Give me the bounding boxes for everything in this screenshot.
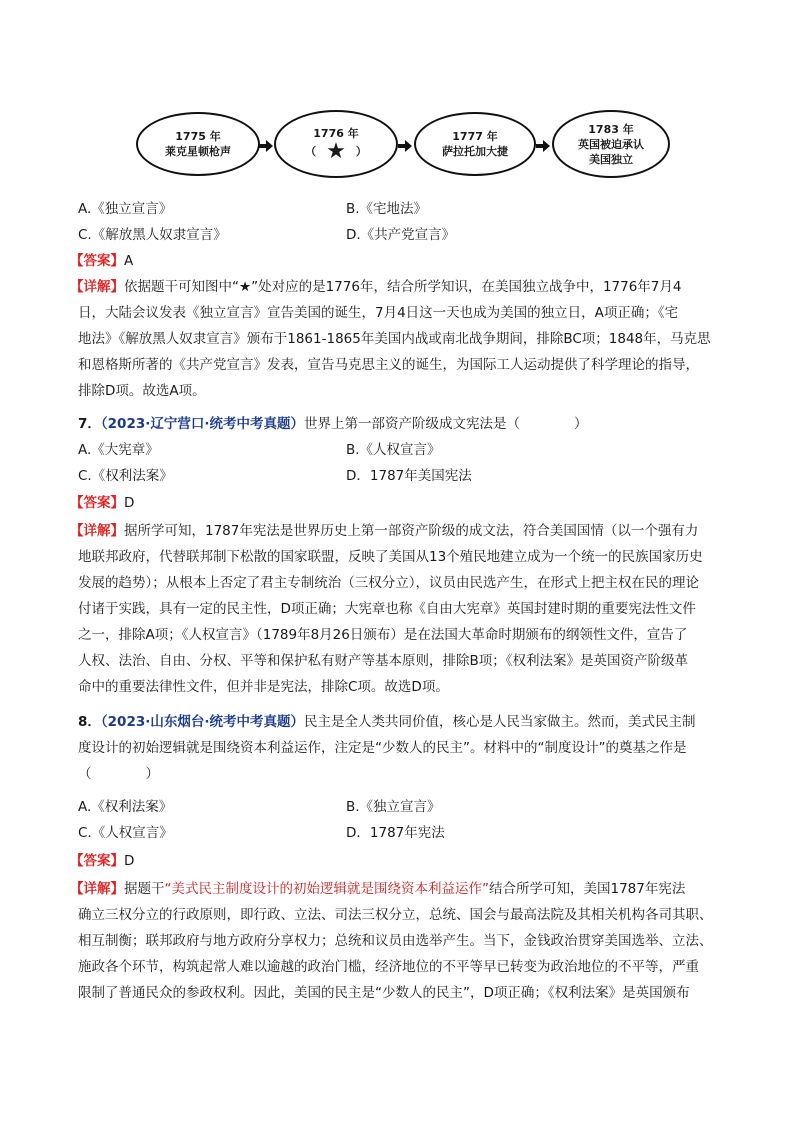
question-source: （2023·山东烟台·统考中考真题） [100, 714, 304, 730]
q6-detail-line-1 [70, 274, 681, 300]
q7-answer [70, 490, 134, 516]
arrow-icon [536, 140, 550, 152]
q6-detail-line-3: 地法》《解放黑人奴隶宣言》颁布于1861-1865年美国内战或南北战争期间，排除BC项；1848年，马克思 [78, 331, 711, 347]
q6-option-a: A.《独立宣言》 [78, 201, 173, 217]
detail-text-pre: 据题干 [124, 881, 165, 897]
detail-quote: “美式民主制度设计的初始逻辑就是围绕资本利益运作” [164, 881, 489, 897]
q8-detail-line-2: 确立三权分立的行政原则，即行政、立法、司法三权分立，总统、国会与最高法院及其相关机构各司其职、 [78, 907, 713, 923]
q7-option-a: A.《大宪章》 [78, 442, 159, 458]
question-text: 世界上第一部资产阶级成文宪法是（ ） [304, 416, 588, 432]
question-number: 7． [78, 416, 101, 432]
q8-option-c: C.《人权宣言》 [78, 825, 173, 841]
detail-text: 依据题干可知图中“★”处对应的是1776年，结合所学知识，在美国独立战争中，1776年7月4 [124, 279, 682, 295]
detail-tag: 【详解】 [70, 279, 124, 295]
question-text: 民主是全人类共同价值，核心是人民当家做主。然而，美式民主制 [304, 714, 696, 730]
q8-option-a: A.《权利法案》 [78, 799, 173, 815]
answer-value: D [124, 853, 135, 869]
node-text: 莱克星顿枪声 [165, 145, 231, 158]
q7-stem [78, 411, 588, 437]
question-number: 8． [78, 714, 101, 730]
timeline-node-1777 [414, 112, 536, 176]
timeline-node-1775 [136, 112, 260, 176]
node-year: 1775 年 [175, 130, 221, 143]
q6-option-c: C.《解放黑人奴隶宣言》 [78, 227, 227, 243]
timeline-node-1783 [552, 110, 670, 178]
question-source: （2023·辽宁营口·统考中考真题） [100, 416, 304, 432]
node-text: 英国被迫承认 [578, 137, 644, 151]
q8-stem-line-1 [78, 709, 696, 735]
answer-tag: 【答案】 [70, 853, 124, 869]
star-icon: ★ [326, 138, 346, 164]
node-text-2: 美国独立 [589, 152, 633, 166]
q7-detail-line-4: 付诸于实践，具有一定的民主性，D项正确；大宪章也称《自由大宪章》英国封建时期的重要宪法性文件 [78, 601, 696, 617]
q8-stem-line-2: 度设计的初始逻辑就是围绕资本利益运作，注定是“少数人的民主”。材料中的“制度设计”的奠基之作是 [78, 740, 687, 756]
detail-tag: 【详解】 [70, 881, 124, 897]
answer-value: A [124, 253, 134, 269]
answer-value: D [124, 495, 135, 511]
answer-tag: 【答案】 [70, 253, 124, 269]
q6-option-b: B.《宅地法》 [346, 201, 428, 217]
arrow-icon [259, 140, 273, 152]
q6-answer [70, 248, 133, 274]
q8-detail-line-5: 限制了普通民众的参政权利。因此，美国的民主是“少数人的民主”，D项正确；《权利法案》是英国颁布 [78, 985, 690, 1001]
paren-left: （ [305, 145, 317, 158]
q6-detail-line-5: 排除D项。故选A项。 [78, 383, 206, 399]
q8-detail-line-1 [70, 876, 685, 902]
paren-right: ） [355, 145, 367, 158]
q7-detail-line-5: 之一，排除A项；《人权宣言》（1789年8月26日颁布）是在法国大革命时期颁布的纲领性文件，宣告了 [78, 627, 688, 643]
arrow-icon [398, 140, 412, 152]
q7-option-b: B.《人权宣言》 [346, 442, 441, 458]
detail-text-post: 结合所学可知，美国1787年宪法 [489, 881, 686, 897]
detail-tag: 【详解】 [70, 523, 124, 539]
q6-detail-line-4: 和恩格斯所著的《共产党宣言》发表，宣告马克思主义的诞生，为国际工人运动提供了科学理论的指导， [78, 357, 699, 373]
q7-option-c: C.《权利法案》 [78, 468, 173, 484]
detail-text: 据所学可知，1787年宪法是世界历史上第一部资产阶级的成文法，符合美国国情（以一个强有力 [124, 523, 699, 539]
q8-answer [70, 848, 134, 874]
q8-option-d: D．1787年宪法 [346, 825, 445, 841]
q6-option-d: D.《共产党宣言》 [346, 227, 456, 243]
node-year: 1776 年 [313, 126, 359, 140]
q7-option-d: D．1787年美国宪法 [346, 468, 472, 484]
q8-detail-line-3: 相互制衡；联邦政府与地方政府分享权力；总统和议员由选举产生。当下，金钱政治贯穿美国选举、立法、 [78, 933, 713, 949]
node-year: 1777 年 [452, 130, 498, 143]
q8-option-b: B.《独立宣言》 [346, 799, 441, 815]
node-text: 萨拉托加大捷 [442, 145, 508, 158]
q7-detail-line-3: 发展的趋势）；从根本上否定了君主专制统治（三权分立），议员由民选产生，在形式上把主权在民的理论 [78, 575, 699, 591]
q7-detail-line-1 [70, 518, 698, 544]
q7-detail-line-6: 人权、法治、自由、分权、平等和保护私有财产等基本原则，排除B项；《权利法案》是英国资产阶级革 [78, 653, 689, 669]
q7-detail-line-2: 地联邦政府，代替联邦制下松散的国家联盟，反映了美国从13个殖民地建立成为一个统一的民族国家历史 [78, 549, 703, 565]
q7-detail-line-7: 命中的重要法律性文件，但并非是宪法，排除C项。故选D项。 [78, 679, 449, 695]
q8-stem-line-3: （ ） [78, 766, 159, 782]
node-year: 1783 年 [588, 122, 634, 136]
timeline-node-1776 [274, 110, 398, 178]
node-blank [305, 138, 367, 164]
timeline-diagram [130, 110, 670, 182]
answer-tag: 【答案】 [70, 495, 124, 511]
q8-detail-line-4: 施政各个环节，构筑起常人难以逾越的政治门槛，经济地位的不平等早已转变为政治地位的不平等，严重 [78, 959, 699, 975]
q6-detail-line-2: 日，大陆会议发表《独立宣言》宣告美国的诞生，7月4日这一天也成为美国的独立日，A项正确；《宅 [78, 305, 679, 321]
